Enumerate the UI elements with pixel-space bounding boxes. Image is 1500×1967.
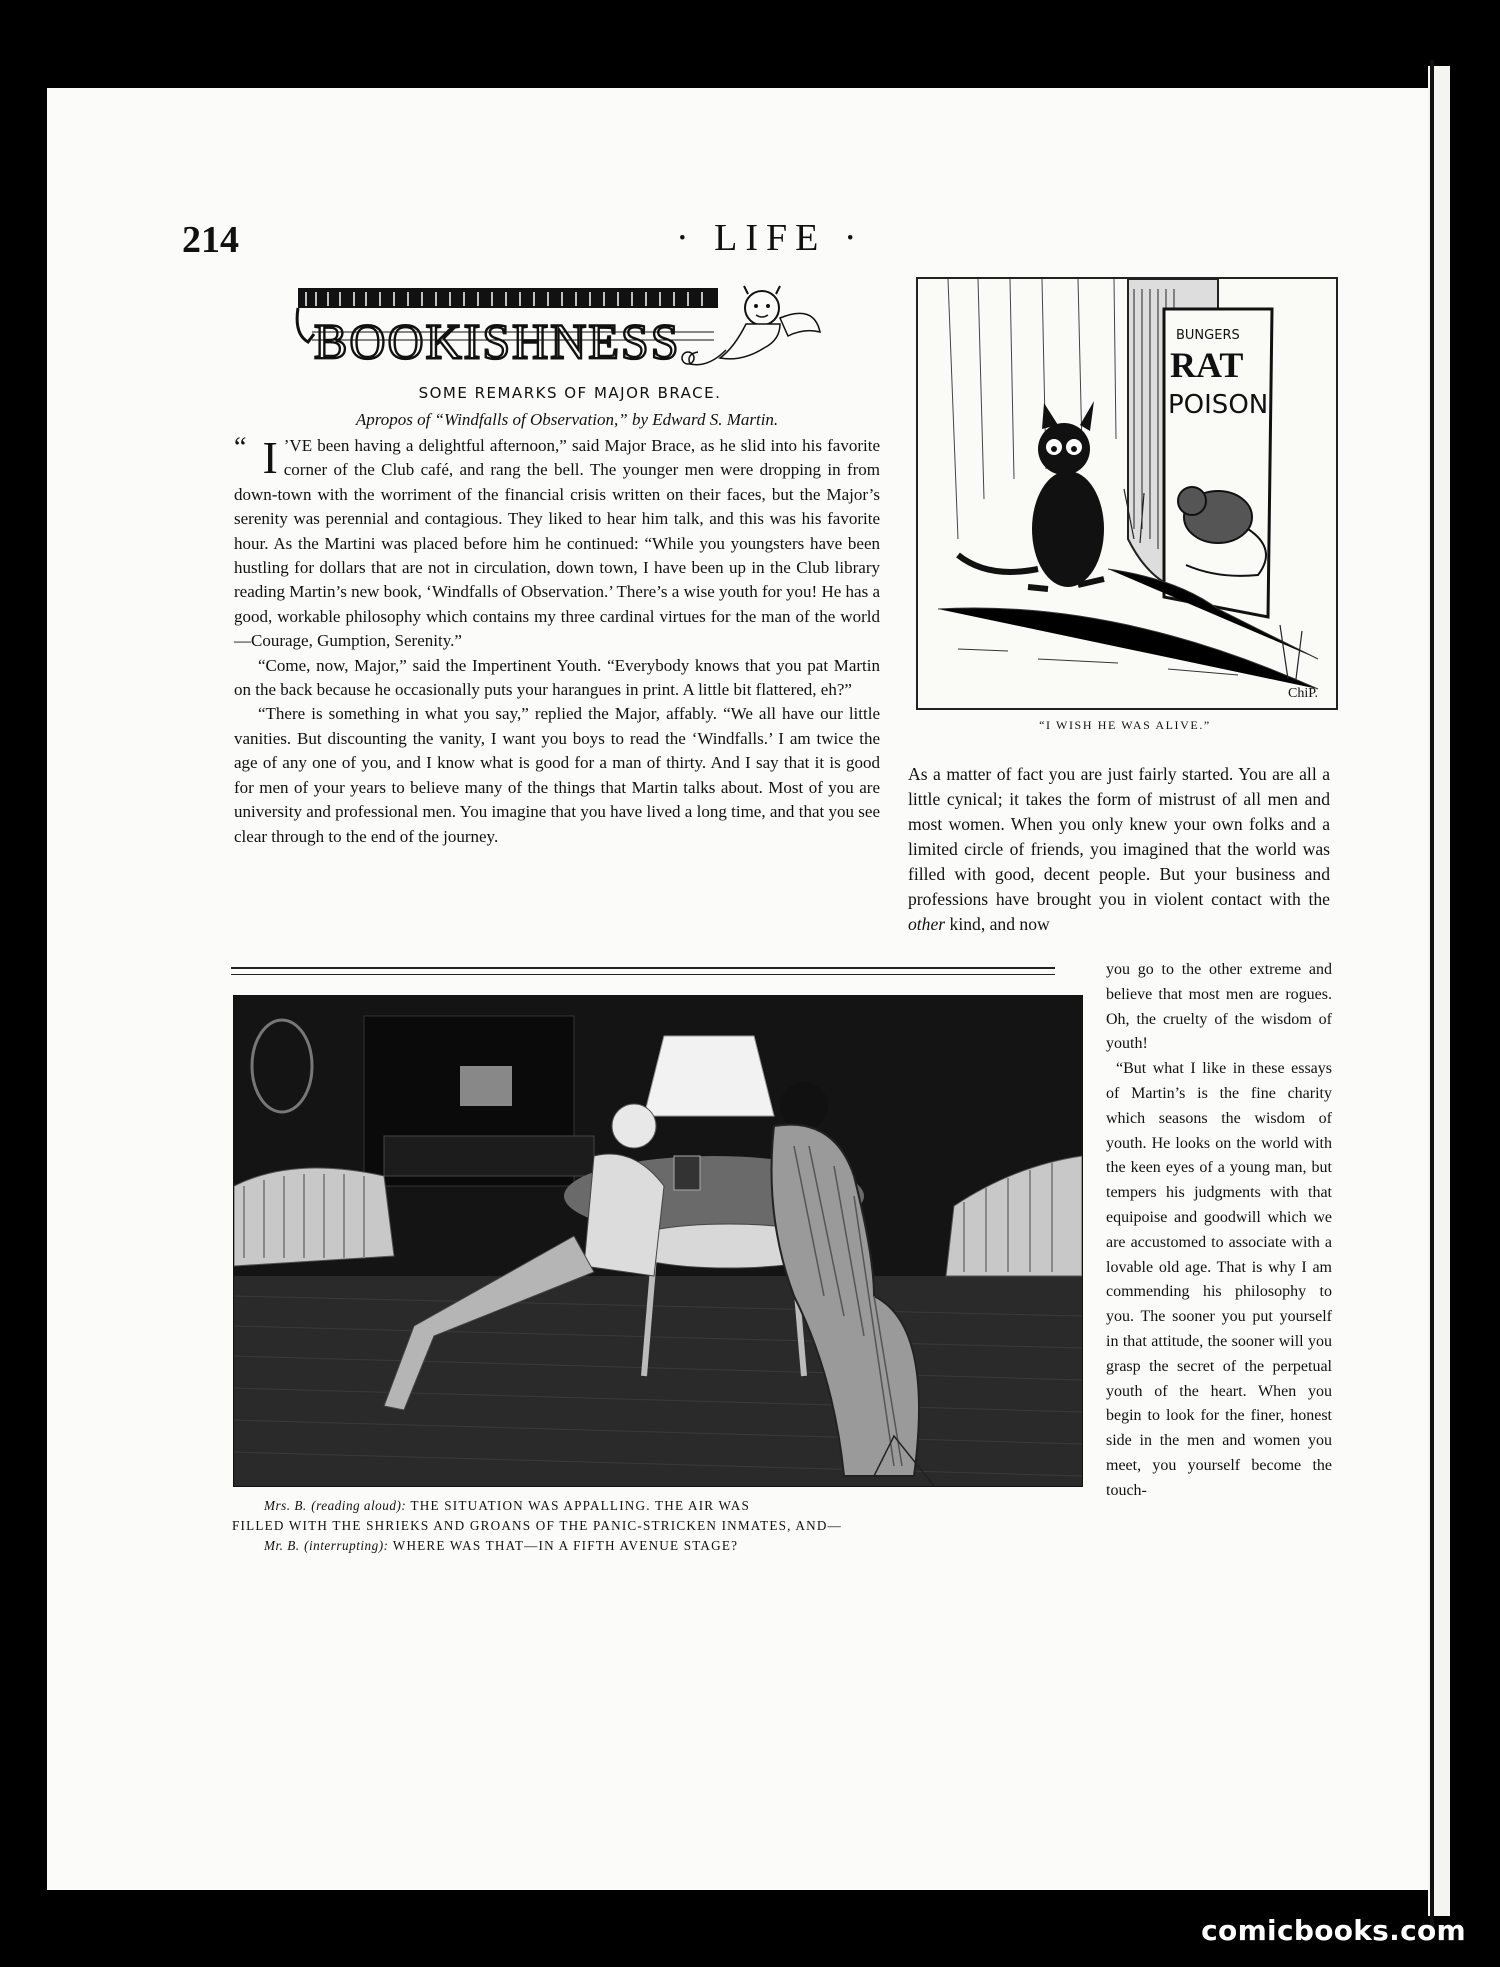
svg-text:BUNGERS: BUNGERS bbox=[1176, 328, 1240, 343]
bookishness-heading-art bbox=[294, 284, 834, 381]
article-left-column bbox=[234, 434, 880, 849]
caption-line-2: FILLED WITH THE SHRIEKS AND GROANS OF THE PANIC-STRICKEN INMATES, AND— bbox=[232, 1518, 842, 1533]
page-number: 214 bbox=[182, 219, 239, 261]
svg-text:RAT: RAT bbox=[1170, 345, 1244, 385]
article-paragraph-3: “There is something in what you say,” replied the Major, affably. “We all have our little vanities. But discounting the vanity, I want you boys to read the ‘Windfalls.’ I am twice the age of any one of you, and I know what is good for a man of thirty. And I say that it is good for men of your years to believe many of the things that Martin talks about. Most of you are university and professional men. You imagine that you have lived a long time, and that you see clear through to the end of the journey. bbox=[234, 704, 880, 846]
rat-poison-cartoon bbox=[916, 277, 1338, 710]
right-column-paragraph bbox=[908, 762, 1330, 937]
narrow-paragraph-1: you go to the other extreme and believe that most men are rogues. Oh, the cruelty of the wisdom of youth! bbox=[1106, 961, 1332, 1053]
masthead: · LIFE · bbox=[676, 217, 865, 259]
cartoon-caption: “I WISH HE WAS ALIVE.” bbox=[1039, 718, 1211, 732]
caption-speaker-mrs-b: Mrs. B. bbox=[264, 1498, 307, 1513]
heading-illustration bbox=[294, 284, 834, 376]
caption-text-1: THE SITUATION WAS APPALLING. THE AIR WAS bbox=[410, 1498, 750, 1513]
article-right-column bbox=[908, 762, 1330, 937]
illustration-caption bbox=[232, 1496, 882, 1556]
right-text-part-1: As a matter of fact you are just fairly started. You are all a little cynical; it takes the form of mistrust of all men and most women. When you only knew your own folks and a limited circle of friends, you imagined that the world was filled with good, decent people. But your business and professions have brought you in violent contact with the bbox=[908, 764, 1330, 909]
caption-text-3: WHERE WAS THAT—IN A FIFTH AVENUE STAGE? bbox=[392, 1538, 739, 1553]
article-byline: Apropos of “Windfalls of Observation,” by Edward S. Martin. bbox=[355, 410, 779, 429]
article-paragraph-1 bbox=[234, 434, 880, 654]
parlor-illustration bbox=[233, 995, 1083, 1487]
article-narrow-column bbox=[1106, 958, 1332, 1504]
double-rule-divider bbox=[231, 967, 1055, 975]
caption-line-3 bbox=[232, 1536, 882, 1556]
caption-direction-1: (reading aloud): bbox=[311, 1498, 407, 1513]
reading-scene-drawing bbox=[234, 996, 1082, 1486]
caption-direction-3: (interrupting): bbox=[304, 1538, 389, 1553]
site-watermark: comicbooks.com bbox=[1201, 1914, 1466, 1947]
caption-speaker-mr-b: Mr. B. bbox=[264, 1538, 300, 1553]
article-paragraph-2: “Come, now, Major,” said the Impertinent Youth. “Everybody knows that you pat Martin on the back because he occasionally puts your harangues in print. A little bit flattered, eh?” bbox=[234, 655, 880, 700]
caption-line-1 bbox=[232, 1496, 882, 1516]
svg-text:BOOKISHNESS: BOOKISHNESS bbox=[314, 313, 681, 369]
paragraph-1-text: ’VE been having a delightful afternoon,” said Major Brace, as he slid into his favorite corner of the Club café, and rang the bell. The younger men were dropping in from down-town with the worriment of the financial crisis written on their faces, but the Major’s serenity was perennial and contagious. They liked to hear him talk, and this was his favorite hour. As the Martini was placed before him he continued: “While you youngsters have been hustling for dollars that are not in circulation, down town, I have been up in the Club library reading Martin’s new book, ‘Windfalls of Observation.’ There’s a wise youth for you! He has a good, workable philosophy which contains my three cardinal virtues for the man of the world—Courage, Gumption, Serenity.” bbox=[234, 436, 880, 651]
narrow-paragraph-2: “But what I like in these essays of Martin’s is the fine charity which seasons the wisdom of youth. He looks on the world with the keen eyes of a young man, but tempers his judgments with that equipoise and goodwill which we are accustomed to associate with a lovable old age. That is why I am commending his philosophy to you. The sooner you put yourself in that attitude, the sooner will you grasp the secret of the perpetual youth of the heart. When you begin to look for the finer, honest side in the men and women you meet, you yourself become the touch- bbox=[1106, 1060, 1332, 1499]
page-gutter-line bbox=[1430, 60, 1434, 1930]
emphasis-other: other bbox=[908, 914, 946, 934]
svg-text:ChiP.: ChiP. bbox=[1288, 686, 1318, 701]
cat-illustration bbox=[918, 279, 1336, 708]
svg-text:POISON: POISON bbox=[1168, 390, 1269, 420]
right-text-part-2: kind, and now bbox=[949, 914, 1050, 934]
article-subtitle: SOME REMARKS OF MAJOR BRACE. bbox=[418, 384, 722, 402]
opening-quote: “ bbox=[234, 432, 247, 463]
drop-cap: I bbox=[262, 432, 278, 483]
